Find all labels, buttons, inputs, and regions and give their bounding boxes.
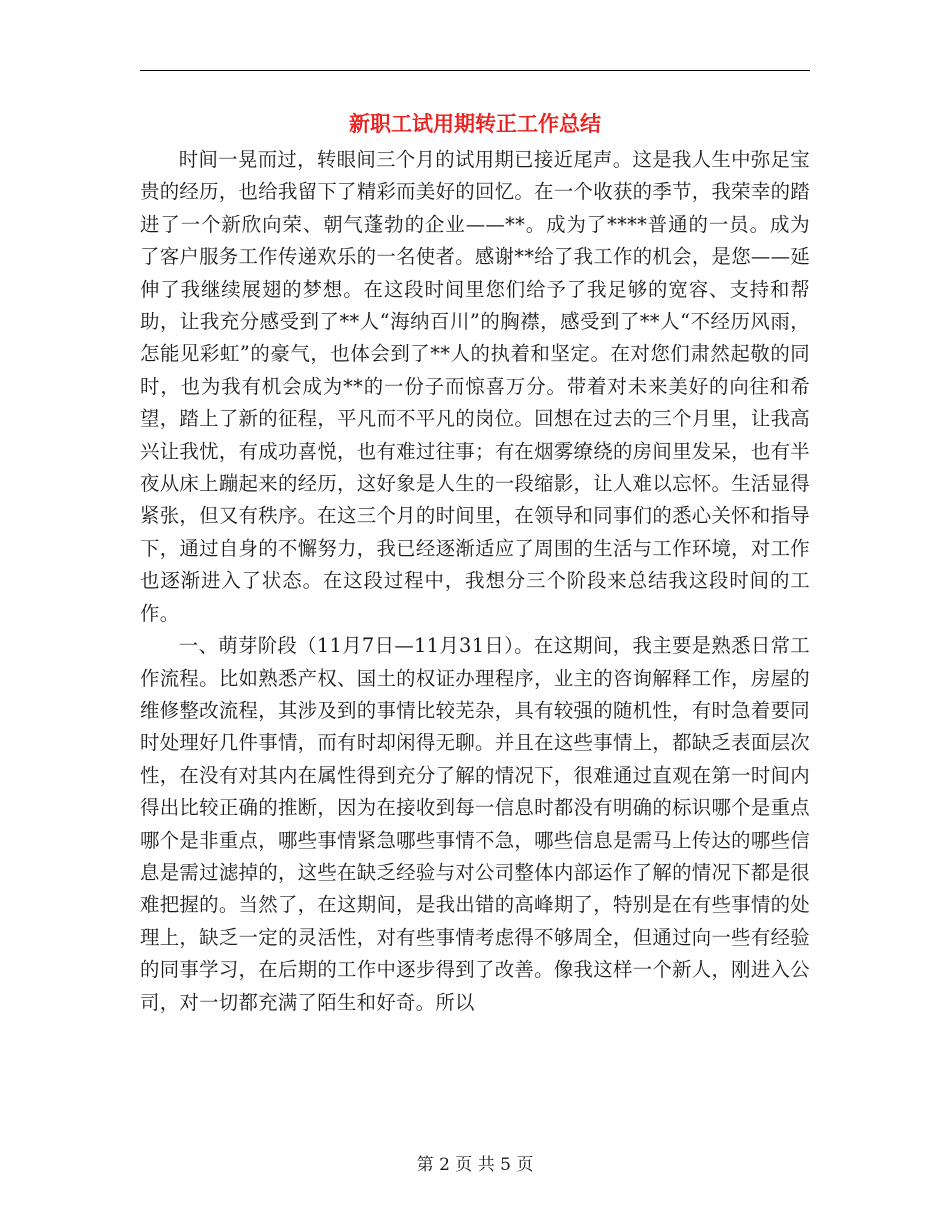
document-title: 新职工试用期转正工作总结 [349,112,601,136]
document-body [140,144,810,1019]
body-paragraph-2: 一、萌芽阶段（11月7日—11月31日）。在这期间，我主要是熟悉日常工作流程。比如熟悉产权、国土的权证办理程序，业主的咨询解释工作，房屋的维修整改流程，其涉及到的事情比较芜杂，具有较强的随机性，有时急着要同时处理好几件事情，而有时却闲得无聊。并且在这些事情上，都缺乏表面层次性，在没有对其内在属性得到充分了解的情况下，很难通过直观在第一时间内得出比较正确的推断，因为在接收到每一信息时都没有明确的标识哪个是重点哪个是非重点，哪些事情紧急哪些事情不急，哪些信息是需马上传达的哪些信息是需过滤掉的，这些在缺乏经验与对公司整体内部运作了解的情况下都是很难把握的。当然了，在这期间，是我出错的高峰期了，特别是在有些事情的处理上，缺乏一定的灵活性，对有些事情考虑得不够周全，但通过向一些有经验的同事学习，在后期的工作中逐步得到了改善。像我这样一个新人，刚进入公司，对一切都充满了陌生和好奇。所以 [140,634,810,1014]
page-number-footer: 第 2 页 共 5 页 [416,1155,534,1175]
body-paragraph-1: 时间一晃而过，转眼间三个月的试用期已接近尾声。这是我人生中弥足宝贵的经历，也给我留下了精彩而美好的回忆。在一个收获的季节，我荣幸的踏进了一个新欣向荣、朝气蓬勃的企业——**。成为了****普通的一员。成为了客户服务工作传递欢乐的一名使者。感谢**给了我工作的机会，是您——延伸了我继续展翅的梦想。在这段时间里您们给予了我足够的宽容、支持和帮助，让我充分感受到了**人“海纳百川”的胸襟，感受到了**人“不经历风雨，怎能见彩虹”的豪气，也体会到了**人的执着和坚定。在对您们肃然起敬的同时，也为我有机会成为**的一份子而惊喜万分。带着对未来美好的向往和希望，踏上了新的征程，平凡而不平凡的岗位。回想在过去的三个月里，让我高兴让我忧，有成功喜悦，也有难过往事；有在烟雾缭绕的房间里发呆，也有半夜从床上蹦起来的经历，这好象是人生的一段缩影，让人难以忘怀。生活显得紧张，但又有秩序。在这三个月的时间里，在领导和同事们的悉心关怀和指导下，通过自身的不懈努力，我已经逐渐适应了周围的生活与工作环境，对工作也逐渐进入了状态。在这段过程中，我想分三个阶段来总结我这段时间的工作。 [140,148,810,625]
header-rule [140,70,810,71]
